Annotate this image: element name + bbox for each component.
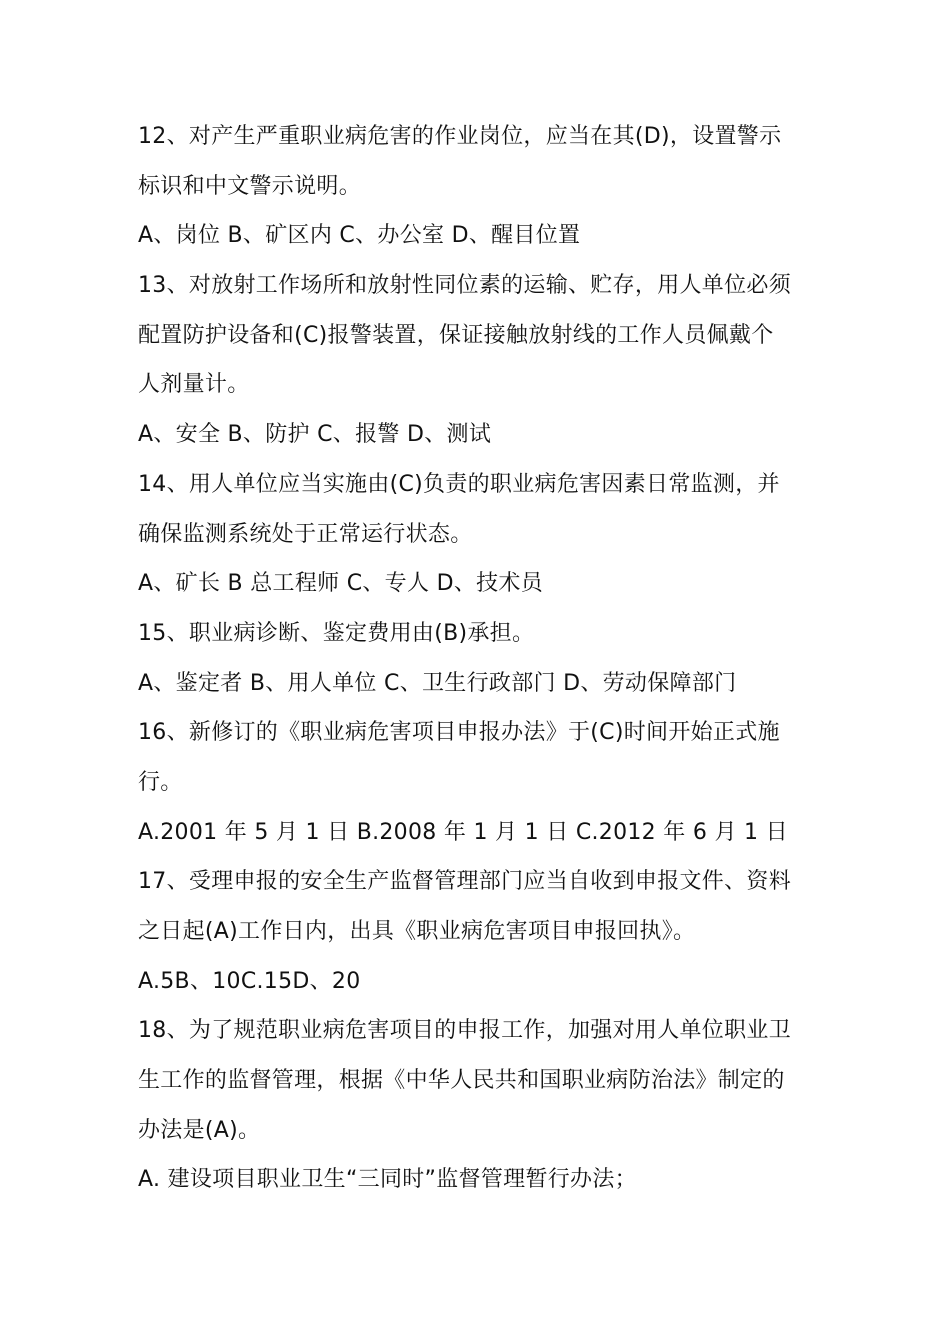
q17-options: A.5B、10C.15D、20 <box>138 968 361 994</box>
document-body <box>138 112 828 1205</box>
q16-text-line-1: 16、新修订的《职业病危害项目申报办法》于(C)时间开始正式施 <box>138 720 780 746</box>
q13-text-line-2: 配置防护设备和(C)报警装置，保证接触放射线的工作人员佩戴个 <box>138 322 774 348</box>
q14-text-line-2: 确保监测系统处于正常运行状态。 <box>138 521 473 547</box>
q16-text-line-2: 行。 <box>138 769 183 795</box>
q14-options: A、矿长 B 总工程师 C、专人 D、技术员 <box>138 571 544 597</box>
q13-options: A、安全 B、防护 C、报警 D、测试 <box>138 422 492 448</box>
q13-text-line-1: 13、对放射工作场所和放射性同位素的运输、贮存，用人单位必须 <box>138 273 791 299</box>
q12-text-line-2: 标识和中文警示说明。 <box>138 173 362 199</box>
q12-text-line-1: 12、对产生严重职业病危害的作业岗位，应当在其(D)，设置警示 <box>138 124 782 149</box>
q17-text-line-2: 之日起(A)工作日内，出具《职业病危害项目申报回执》。 <box>138 919 696 944</box>
q18-text-line-1: 18、为了规范职业病危害项目的申报工作，加强对用人单位职业卫 <box>138 1018 791 1044</box>
q18-text-line-3: 办法是(A)。 <box>138 1117 261 1143</box>
q14-text-line-1: 14、用人单位应当实施由(C)负责的职业病危害因素日常监测，并 <box>138 471 780 497</box>
q15-options: A、鉴定者 B、用人单位 C、卫生行政部门 D、劳动保障部门 <box>138 670 737 696</box>
q18-text-line-2: 生工作的监督管理，根据《中华人民共和国职业病防治法》制定的 <box>138 1068 785 1094</box>
q18-option-a: A. 建设项目职业卫生“三同时”监督管理暂行办法； <box>138 1167 637 1193</box>
q12-options: A、岗位 B、矿区内 C、办公室 D、醒目位置 <box>138 223 581 249</box>
q17-text-line-1: 17、受理申报的安全生产监督管理部门应当自收到申报文件、资料 <box>138 869 791 895</box>
q13-text-line-3: 人剂量计。 <box>138 372 250 398</box>
q16-options: A.2001 年 5 月 1 日 B.2008 年 1 月 1 日 C.2012 年 6 月 1 日 <box>138 819 788 845</box>
q15-text-line-1: 15、职业病诊断、鉴定费用由(B)承担。 <box>138 620 535 646</box>
